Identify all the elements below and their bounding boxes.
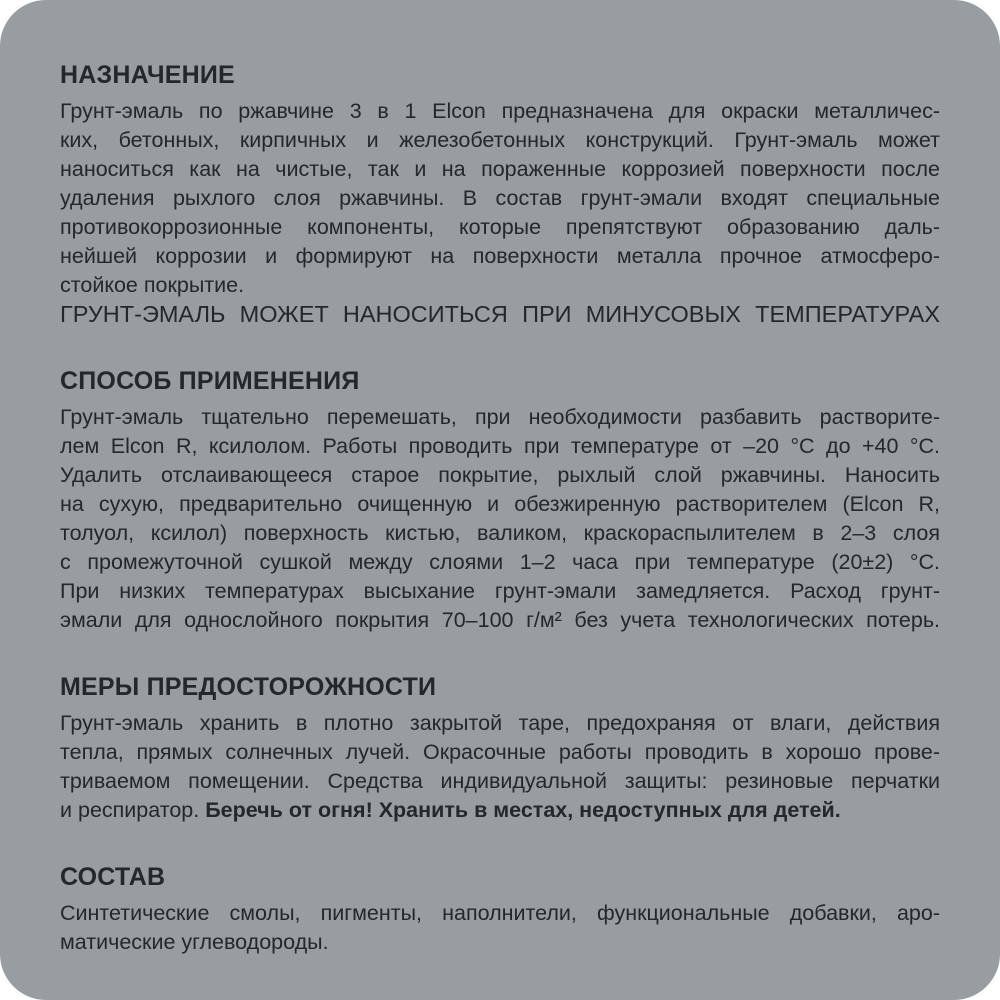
regular-text: матические углеводороды.	[60, 930, 329, 954]
section-heading: СОСТАВ	[60, 863, 166, 891]
regular-text: триваемом помещении. Средства индивидуальной защиты: резиновые перчатки	[60, 769, 940, 793]
text-line	[60, 709, 940, 738]
section-mery-predostorozhnosti	[60, 672, 940, 825]
regular-text: нейшей коррозии и формируют на поверхности металла прочное атмосферо-	[60, 244, 940, 268]
text-line	[60, 928, 940, 957]
regular-text: ких, бетонных, кирпичных и железобетонных конструкций. Грунт-эмаль может	[60, 128, 940, 152]
regular-text: тепла, прямых солнечных лучей. Окрасочные работы проводить в хорошо прове-	[60, 740, 940, 764]
text-line	[60, 490, 940, 519]
text-line	[60, 432, 940, 461]
text-line	[60, 242, 940, 271]
text-line	[60, 461, 940, 490]
text-line	[60, 184, 940, 213]
regular-text: и респиратор.	[60, 798, 206, 822]
text-line	[60, 899, 940, 928]
regular-text: эмали для однослойного покрытия 70–100 г/м² без учета технологических потерь.	[60, 608, 940, 632]
text-line	[60, 767, 940, 796]
text-line	[60, 519, 940, 548]
regular-text: удаления рыхлого слоя ржавчины. В состав грунт-эмали входят специальные	[60, 186, 940, 210]
regular-text: толуол, ксилол) поверхность кистью, валиком, краскораспылителем в 2–3 слоя	[60, 521, 940, 545]
text-line	[60, 796, 940, 825]
regular-text: Грунт-эмаль тщательно перемешать, при необходимости разбавить растворите-	[60, 405, 940, 429]
section-heading: НАЗНАЧЕНИЕ	[60, 61, 235, 89]
regular-text: При низких температурах высыхание грунт-эмали замедляется. Расход грунт-	[60, 579, 940, 603]
bold-text: Беречь от огня! Хранить в местах, недоступных для детей.	[205, 798, 841, 822]
regular-text: на сухую, предварительно очищенную и обезжиренную растворителем (Elcon R,	[60, 492, 940, 516]
regular-text: Грунт-эмаль по ржавчине 3 в 1 Elcon предназначена для окраски металличес-	[60, 99, 940, 123]
section-heading: МЕРЫ ПРЕДОСТОРОЖНОСТИ	[60, 673, 437, 701]
text-line	[60, 271, 940, 300]
text-line	[60, 577, 940, 606]
text-line	[60, 548, 940, 577]
text-line	[60, 97, 940, 126]
regular-text: стойкое покрытие.	[60, 273, 245, 297]
regular-text: Синтетические смолы, пигменты, наполнители, функциональные добавки, аро-	[60, 901, 940, 925]
section-sostav	[60, 862, 940, 957]
text-line	[60, 606, 940, 635]
section-naznachenie	[60, 60, 940, 329]
sections-container	[60, 60, 940, 957]
regular-text: Грунт-эмаль хранить в плотно закрытой таре, предохраняя от влаги, действия	[60, 711, 940, 735]
regular-text: Удалить отслаивающееся старое покрытие, рыхлый слой ржавчины. Наносить	[60, 463, 940, 487]
text-line	[60, 213, 940, 242]
text-line	[60, 738, 940, 767]
regular-text: с промежуточной сушкой между слоями 1–2 часа при температуре (20±2) °C.	[60, 550, 940, 574]
uppercase-note-line	[60, 300, 940, 329]
section-sposob-primeneniya	[60, 366, 940, 635]
text-line	[60, 126, 940, 155]
regular-text: наноситься как на чистые, так и на пораженные коррозией поверхности после	[60, 157, 940, 181]
regular-text: лем Elcon R, ксилолом. Работы проводить при температуре от –20 °C до +40 °C.	[60, 434, 940, 458]
section-heading: СПОСОБ ПРИМЕНЕНИЯ	[60, 367, 360, 395]
regular-text: ГРУНТ-ЭМАЛЬ МОЖЕТ НАНОСИТЬСЯ ПРИ МИНУСОВЫХ ТЕМПЕРАТУРАХ	[60, 301, 940, 327]
text-line	[60, 155, 940, 184]
regular-text: противокоррозионные компоненты, которые препятствуют образованию даль-	[60, 215, 940, 239]
text-line	[60, 403, 940, 432]
